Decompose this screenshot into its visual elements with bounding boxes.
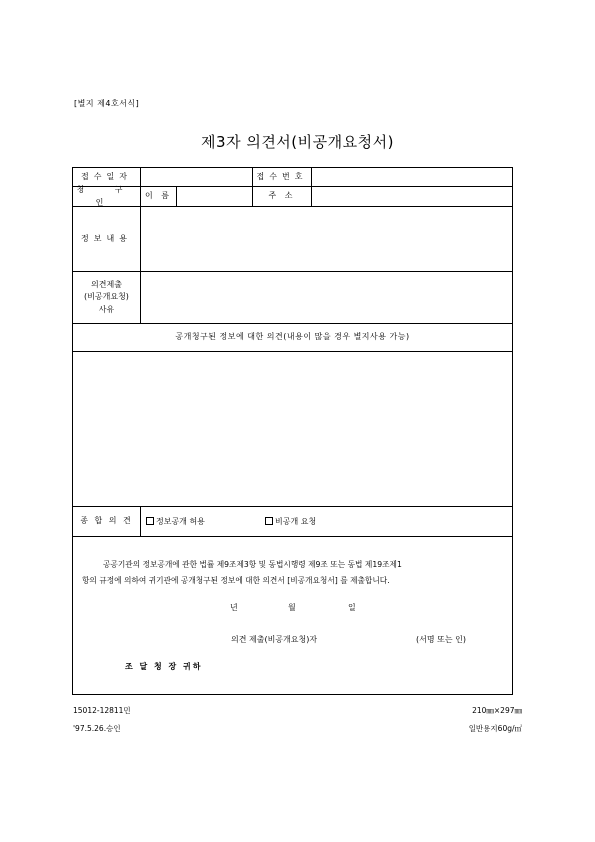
checkbox-icon[interactable] <box>146 517 154 525</box>
option-nondisclose-label: 비공개 요청 <box>275 517 317 526</box>
submitter-label: 의견 제출(비공개요청)자 <box>231 635 318 644</box>
reason-label <box>73 272 140 323</box>
overall-opinion-label: 종 합 의 견 <box>80 516 133 526</box>
option-disclose[interactable] <box>146 516 205 527</box>
reason-label-line: 사유 <box>98 304 115 314</box>
requester-label: 청 구 인 <box>76 185 137 207</box>
document-title: 제3자 의견서(비공개요청서) <box>201 133 394 151</box>
date-day: 일 <box>348 603 356 612</box>
approval-date: '97.5.26.승인 <box>73 724 121 733</box>
col-divider <box>140 506 141 536</box>
opinion-header: 공개청구된 정보에 대한 의견(내용이 많을 경우 별지사용 가능) <box>175 332 410 342</box>
addressee: 조 달 청 장 귀하 <box>125 662 203 671</box>
date-year: 년 <box>230 603 238 612</box>
address-label: 주 소 <box>268 191 296 201</box>
statement-line-1: 공공기관의 정보공개에 관한 법률 제9조제3항 및 동법시행령 제9조 또는 동법 제19조제1 <box>103 560 402 569</box>
reason-label-line: (비공개요청) <box>84 292 129 302</box>
info-content-label: 정보내용 <box>81 233 132 243</box>
name-label: 이 름 <box>145 191 172 201</box>
row-divider <box>73 536 512 537</box>
form-code: [별지 제4호서식] <box>74 99 140 108</box>
receipt-number-label: 접수번호 <box>256 171 308 181</box>
signature-label: (서명 또는 인) <box>416 635 466 644</box>
receipt-date-label: 접수일자 <box>81 171 132 181</box>
approval-number: 15012-12811민 <box>73 706 131 715</box>
date-month: 월 <box>288 603 296 612</box>
form-table <box>72 167 513 695</box>
paper-size: 210㎜×297㎜ <box>472 706 522 715</box>
reason-label-line: 의견제출 <box>91 279 122 289</box>
paper-type: 일반용지60g/㎡ <box>468 724 522 733</box>
col-divider <box>176 186 177 206</box>
statement-line-2: 항의 규정에 의하여 귀기관에 공개청구된 정보에 대한 의견서 [비공개요청서] 를 제출합니다. <box>82 576 390 585</box>
col-divider <box>311 168 312 206</box>
checkbox-icon[interactable] <box>265 517 273 525</box>
row-divider <box>73 351 512 352</box>
option-nondisclose[interactable] <box>265 516 316 527</box>
option-disclose-label: 정보공개 허용 <box>156 517 205 526</box>
